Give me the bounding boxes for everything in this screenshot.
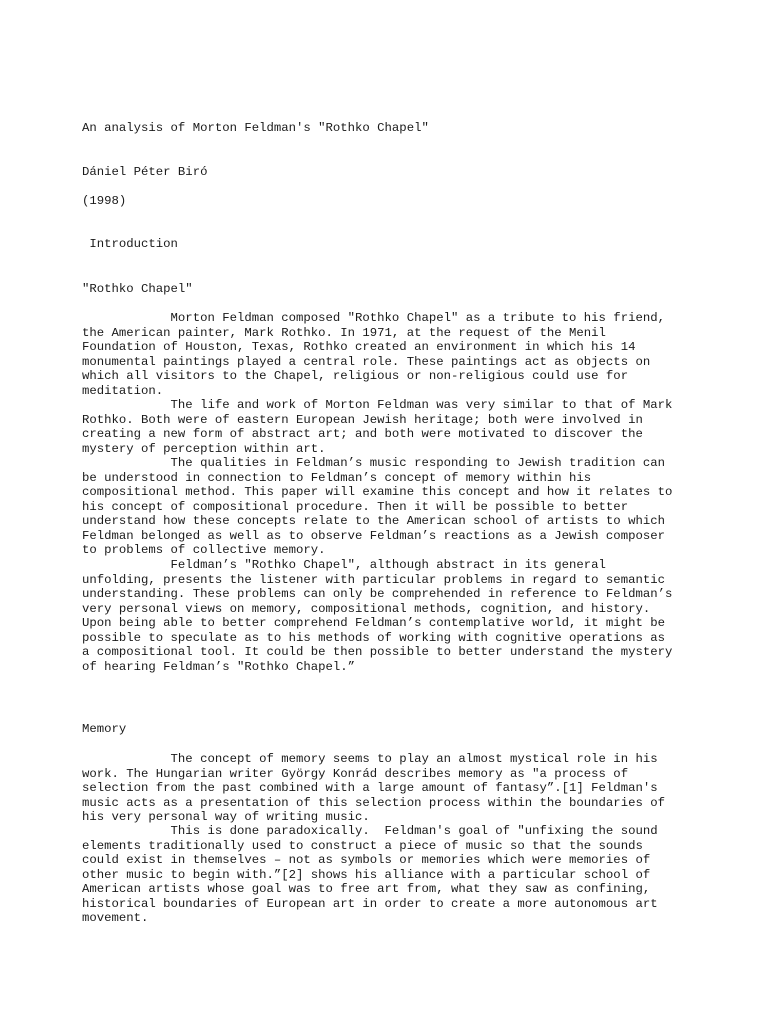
intro-paragraph-4: Feldman’s "Rothko Chapel", although abstract in its general unfolding, presents the listener with particular problems in regard to semantic understanding. These problems can only be comprehended in reference to Feldman’s very personal views on memory, compositional methods, cognition, and history. Upon being able to better comprehend Feldman’s contemplative world, it might be possible to speculate as to his methods of working with cognitive operations as a compositional tool. It could be then possible to better understand the mystery of hearing Feldman’s "Rothko Chapel.” <box>82 558 673 674</box>
section-heading-memory: Memory <box>82 722 127 736</box>
intro-paragraph-2: The life and work of Morton Feldman was very similar to that of Mark Rothko. Both were of eastern European Jewish heritage; both were involved in creating a new form of abstract art; and both were motivated to discover the mystery of perception within art. <box>82 398 673 456</box>
document-title: An analysis of Morton Feldman's "Rothko Chapel" <box>82 121 429 135</box>
publication-year: (1998) <box>82 194 127 208</box>
memory-paragraph-1: The concept of memory seems to play an almost mystical role in his work. The Hungarian writer György Konrád describes memory as "a process of selection from the past combined with a large amount of fantasy”.[1] Feldman's music acts as a presentation of this selection process within the boundaries of his very personal way of writing music. <box>82 752 665 824</box>
author-name: Dániel Péter Biró <box>82 165 208 179</box>
intro-paragraph-1: Morton Feldman composed "Rothko Chapel" as a tribute to his friend, the American painter, Mark Rothko. In 1971, at the request of the Menil Foundation of Houston, Texas, Rothko created an environment in which his 14 monumental paintings played a central role. These paintings act as objects on which all visitors to the Chapel, religious or non-religious could use for meditation. <box>82 311 665 398</box>
section-heading-introduction: Introduction <box>82 237 178 251</box>
memory-paragraph-2: This is done paradoxically. Feldman's goal of "unfixing the sound elements traditionally used to construct a piece of music so that the sounds could exist in themselves – not as symbols or memories which were memories of other music to begin with.”[2] shows his alliance with a particular school of American artists whose goal was to free art from, what they saw as confining, historical boundaries of European art in order to create a more autonomous art movement. <box>82 824 658 925</box>
intro-paragraph-3: The qualities in Feldman’s music responding to Jewish tradition can be understood in connection to Feldman’s concept of memory within his compositional method. This paper will examine this concept and how it relates to his concept of compositional procedure. Then it will be possible to better understand how these concepts relate to the American school of artists to which Feldman belonged as well as to observe Feldman’s reactions as a Jewish composer to problems of collective memory. <box>82 456 673 557</box>
subsection-heading-rothko-chapel: "Rothko Chapel" <box>82 282 193 296</box>
